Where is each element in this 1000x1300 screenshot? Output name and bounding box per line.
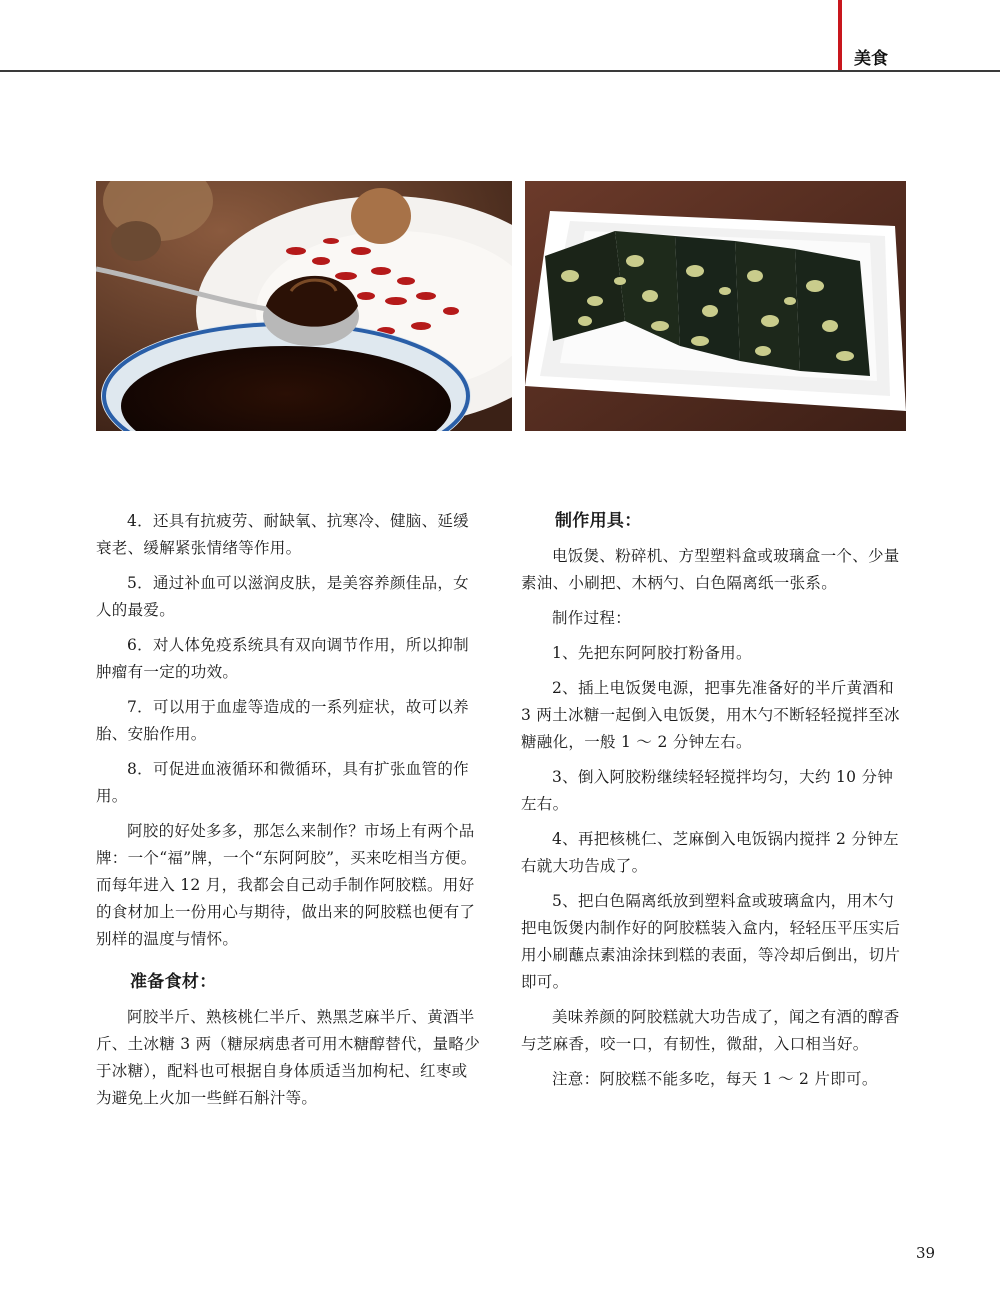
benefit-item: 7．可以用于血虚等造成的一系列症状，故可以养胎、安胎作用。 [96,698,469,743]
photo-ejiao-cake [525,181,906,431]
ingredients-heading: 准备食材： [130,972,217,992]
process-step: 4、再把核桃仁、芝麻倒入电饭锅内搅拌 2 分钟左右就大功告成了。 [521,830,899,875]
ingredients-text: 阿胶半斤、熟核桃仁半斤、熟黑芝麻半斤、黄酒半斤、土冰糖 3 两（糖尿病患者可用木糖醇替代，量略少于冰糖），配料也可根据自身体质适当加枸杞、红枣或为避免上火加一些鲜石斛汁等。 [96,1008,481,1107]
benefit-item: 5．通过补血可以滋润皮肤，是美容养颜佳品，女人的最爱。 [96,574,469,619]
note-paragraph: 注意：阿胶糕不能多吃，每天 1 ～ 2 片即可。 [552,1070,878,1088]
benefit-item: 4．还具有抗疲劳、耐缺氧、抗寒冷、健脑、延缓衰老、缓解紧张情绪等作用。 [96,512,469,557]
process-step: 2、插上电饭煲电源，把事先准备好的半斤黄酒和 3 两土冰糖一起倒入电饭煲，用木勺不断轻轻搅拌至冰糖融化，一般 1 ～ 2 分钟左右。 [521,679,900,751]
conclusion-paragraph: 美味养颜的阿胶糕就大功告成了，闻之有酒的醇香与芝麻香，咬一口，有韧性，微甜，入口相当好。 [521,1008,900,1053]
benefit-item: 8．可促进血液循环和微循环，具有扩张血管的作用。 [96,760,469,805]
section-label: 美食 [854,49,888,69]
tools-text: 电饭煲、粉碎机、方型塑料盒或玻璃盒一个、少量素油、小刷把、木柄勺、白色隔离纸一张系。 [521,547,900,592]
benefit-item: 6．对人体免疫系统具有双向调节作用，所以抑制肿瘤有一定的功效。 [96,636,469,681]
right-column [521,508,907,1101]
tools-heading: 制作用具： [555,511,642,531]
process-label: 制作过程： [552,609,632,627]
page-number: 39 [916,1244,936,1262]
process-step: 3、倒入阿胶粉继续轻轻搅拌均匀，大约 10 分钟左右。 [521,768,894,813]
header-rule [0,70,1000,72]
left-column [96,508,481,1120]
process-step: 1、先把东阿阿胶打粉备用。 [552,644,752,662]
intro-paragraph: 阿胶的好处多多，那怎么来制作？市场上有两个品牌：一个“福”牌，一个“东阿阿胶”，买来吃相当方便。而每年进入 12 月，我都会自己动手制作阿胶糕。用好的食材加上一份用心与期待，做出来的阿胶糕也便有了别样的温度与情怀。 [96,822,477,948]
photo-ejiao-spoon [96,181,512,431]
process-step: 5、把白色隔离纸放到塑料盒或玻璃盒内，用木勺把电饭煲内制作好的阿胶糕装入盒内，轻轻压平压实后用小刷蘸点素油涂抹到糕的表面，等冷却后倒出，切片即可。 [521,892,901,991]
header-accent-bar [838,0,842,72]
